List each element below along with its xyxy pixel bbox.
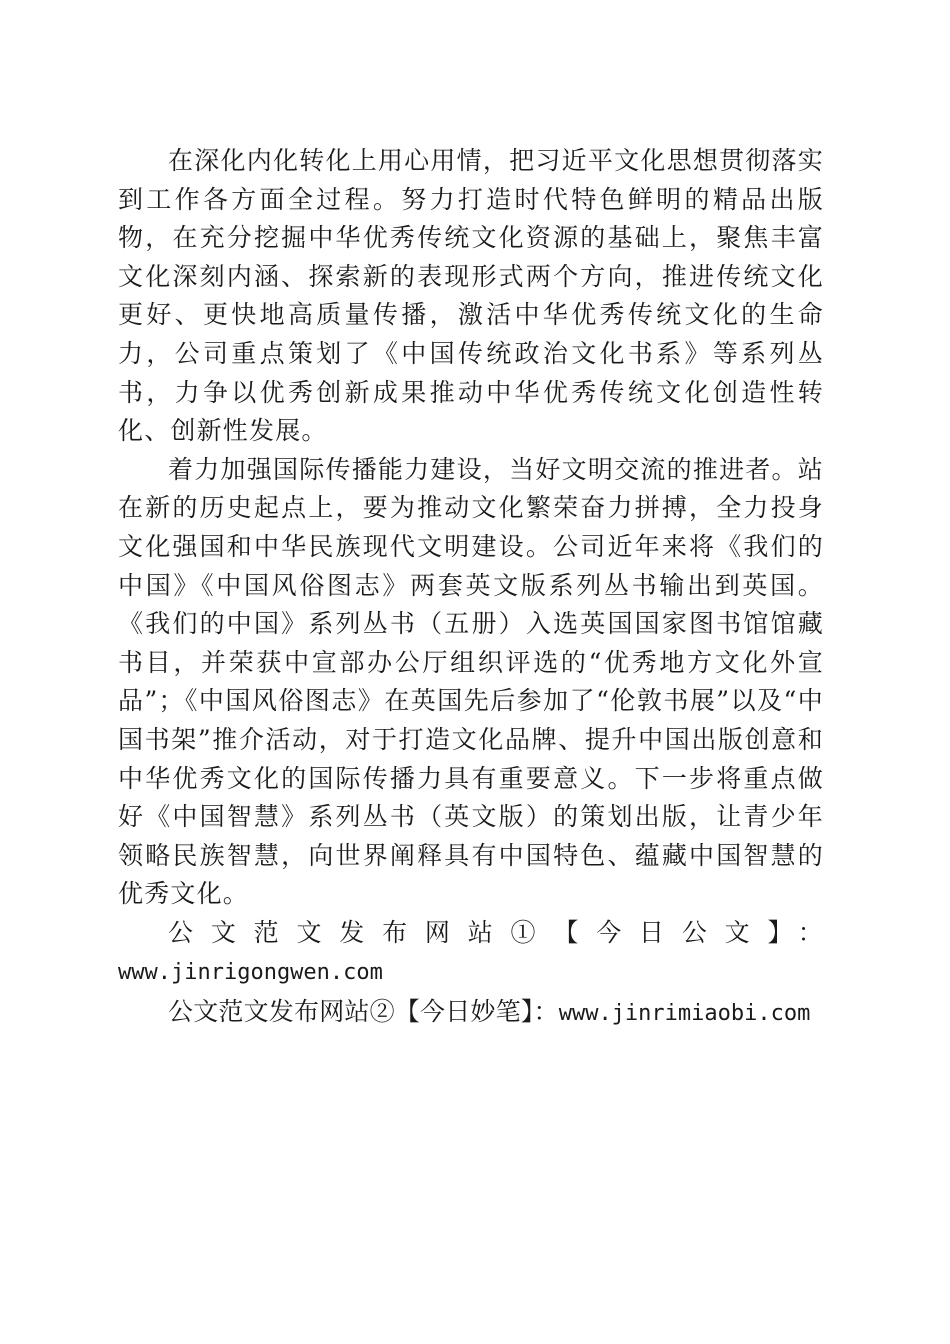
site1-url[interactable]: www.jinrigongwen.com [118, 960, 383, 986]
site2-label: 公文范文发布网站②【今日妙笔】： [168, 997, 559, 1027]
site1-label: 公文范文发布网站①【今日公文】： [168, 917, 824, 947]
site2-line [118, 993, 824, 1034]
document-body [118, 142, 824, 1034]
site2-url[interactable]: www.jinrimiaobi.com [558, 1001, 811, 1027]
paragraph-international-communication: 着力加强国际传播能力建设，当好文明交流的推进者。站在新的历史起点上，要为推动文化繁荣奋力拼搏，全力投身文化强国和中华民族现代文明建设。公司近年来将《我们的中国》《中国风俗图志》两套英文版系列丛书输出到英国。《我们的中国》系列丛书（五册）入选英国国家图书馆馆藏书目，并荣获中宣部办公厅组织评选的“优秀地方文化外宣品”；《中国风俗图志》在英国先后参加了“伦敦书展”以及“中国书架”推介活动，对于打造文化品牌、提升中国出版创意和中华优秀文化的国际传播力具有重要意义。下一步将重点做好《中国智慧》系列丛书（英文版）的策划出版，让青少年领略民族智慧，向世界阐释具有中国特色、蕴藏中国智慧的优秀文化。 [118, 454, 824, 909]
site1-url-line [118, 952, 824, 993]
paragraph-culture-transformation: 在深化内化转化上用心用情，把习近平文化思想贯彻落实到工作各方面全过程。努力打造时代特色鲜明的精品出版物，在充分挖掘中华优秀传统文化资源的基础上，聚焦丰富文化深刻内涵、探索新的表现形式两个方向，推进传统文化更好、更快地高质量传播，激活中华优秀传统文化的生命力，公司重点策划了《中国传统政治文化书系》等系列丛书，力争以优秀创新成果推动中华优秀传统文化创造性转化、创新性发展。 [118, 146, 824, 446]
